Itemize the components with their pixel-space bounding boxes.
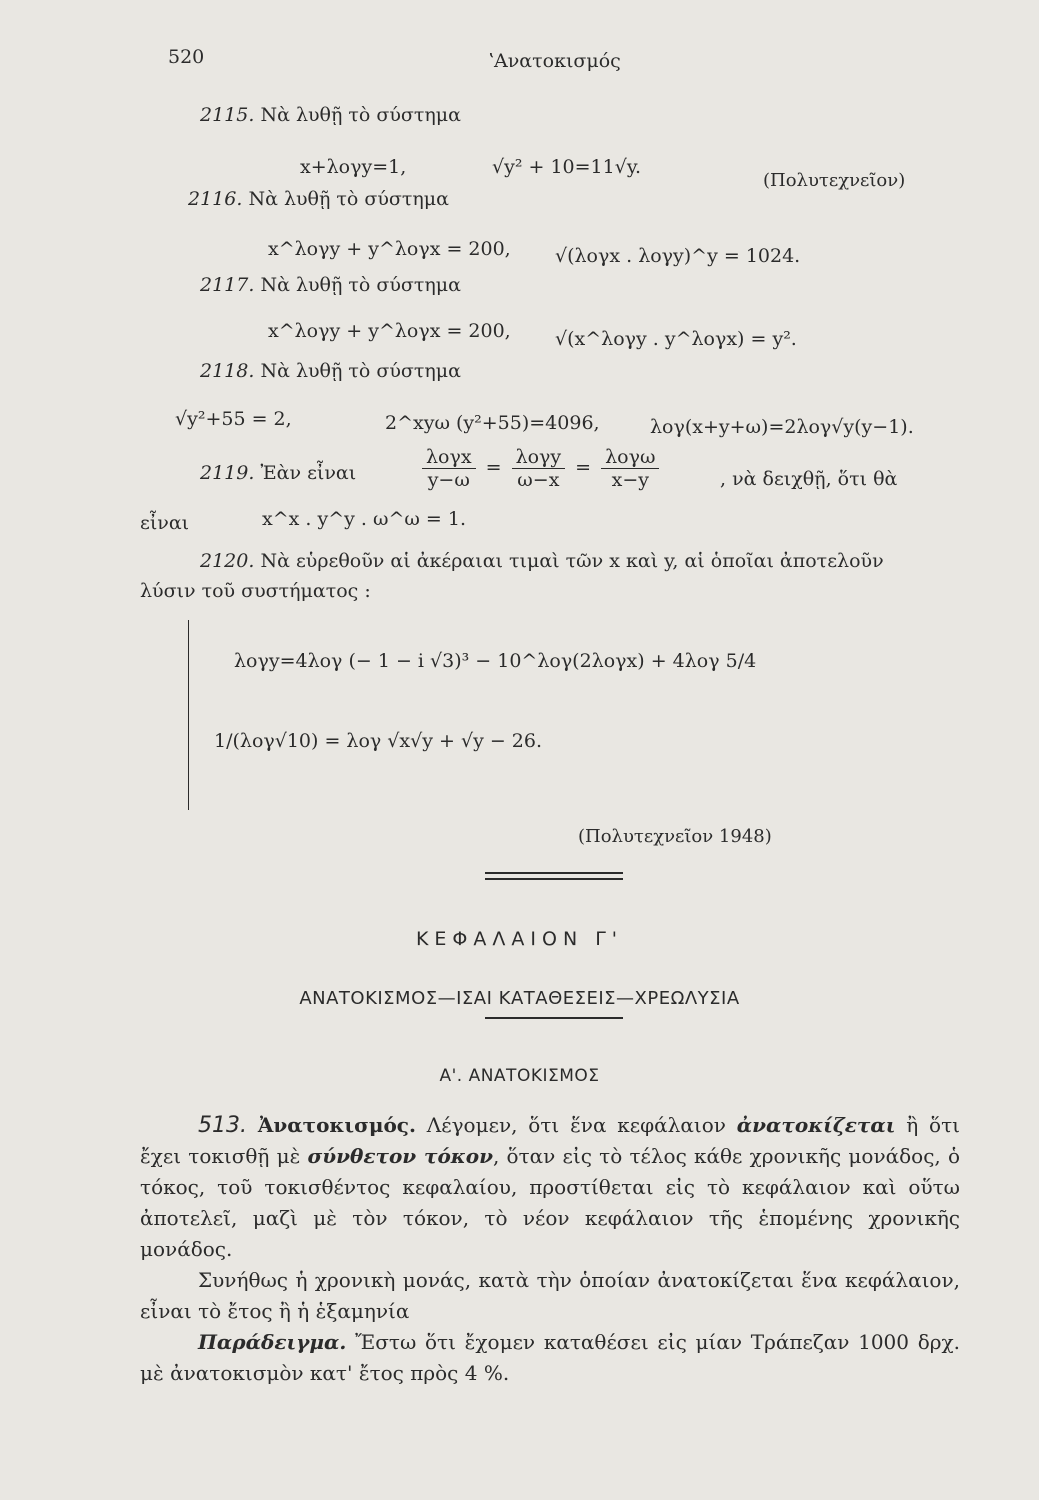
paragraph — [140, 1110, 960, 1265]
paragraph-term: Ἀνατοκισμός. — [257, 1113, 416, 1137]
term-σύνθετον-τόκον: σύνθετον τόκον — [307, 1144, 493, 1168]
term-ανατοκίζεται: ἀνατοκίζεται — [736, 1113, 896, 1137]
equation: √y²+55 = 2, — [175, 408, 292, 430]
problem-text: Νὰ λυθῇ τὸ σύστημα — [260, 274, 461, 296]
equation: √(λογx . λογy)^y = 1024. — [555, 245, 801, 267]
problem-text: Ἐὰν εἶναι — [260, 462, 357, 484]
source-note: (Πολυτεχνεῖον) — [763, 170, 906, 191]
ratio-equation: $\frac{\text{λογx}}{y-\omega}$ = $\frac{\text{λογy}}{\omega-x}$ = $\frac{\text{λογω}}{x-y}$ — [418, 446, 663, 491]
paragraph-text: Λέγομεν, ὅτι ἕνα κεφάλαιον — [415, 1113, 737, 1137]
paragraph-text: Ἔστω ὅτι ἔχομεν καταθέσει εἰς μίαν Τράπεζαν 1000 δρχ. μὲ ἀνατοκισμὸν κατ' ἔτος πρὸς 4 %. — [140, 1330, 960, 1385]
problem-text: Νὰ λυθῇ τὸ σύστημα — [260, 360, 461, 382]
paragraph-text: ἢ ὅτι ἔχει τοκισθῇ μὲ — [140, 1113, 960, 1168]
system-brace — [188, 620, 201, 810]
equation: 1/(λογ√10) = λογ √x√y + √y − 26. — [214, 730, 543, 752]
paragraph-text: , ὅταν εἰς τὸ τέλος κάθε χρονικῆς μονάδος, ὁ τόκος, τοῦ τοκισθέντος κεφαλαίου, προστίθεται εἰς τὸ κεφάλαιον καὶ οὕτω ἀποτελεῖ, μαζὶ μὲ τὸν τόκον, τὸ νέον κεφάλαιον τῆς ἑπομένης χρονικῆς μονάδος. — [140, 1144, 960, 1261]
chapter-subtitle: ΑΝΑΤΟΚΙΣΜΟΣ—ΙΣΑΙ ΚΑΤΑΘΕΣΕΙΣ—ΧΡΕΩΛΥΣΙΑ — [299, 988, 740, 1009]
equation: x^λογy + y^λογx = 200, — [268, 320, 511, 342]
divider — [485, 872, 623, 874]
problem-text: Νὰ λυθῇ τὸ σύστημα — [248, 188, 449, 210]
problem-number: 2116. — [188, 188, 243, 210]
source-note: (Πολυτεχνεῖον 1948) — [578, 826, 772, 847]
equation: λογy=4λογ (− 1 − i √3)³ − 10^λογ(2λογx) + 4λογ 5/4 — [234, 650, 757, 672]
problem-2115-heading — [200, 104, 461, 126]
page-number: 520 — [168, 46, 205, 68]
equation: x+λογy=1, — [300, 156, 407, 178]
example-label: Παράδειγμα. — [198, 1330, 347, 1354]
problem-2120-heading — [200, 550, 884, 572]
problem-text: , νὰ δειχθῇ, ὅτι θὰ — [720, 468, 898, 490]
problem-text: Νὰ λυθῇ τὸ σύστημα — [260, 104, 461, 126]
problem-2119-heading — [200, 462, 356, 484]
problem-number: 2120. — [200, 550, 255, 572]
problem-text: Νὰ εὑρεθοῦν αἱ ἀκέραιαι τιμαὶ τῶν x καὶ y, αἱ ὁποῖαι ἀποτελοῦν — [260, 550, 884, 572]
equation: x^x . y^y . ω^ω = 1. — [262, 508, 467, 530]
problem-number: 2117. — [200, 274, 255, 296]
section-title: Α'. ΑΝΑΤΟΚΙΣΜΟΣ — [439, 1066, 600, 1086]
equation: λογ(x+y+ω)=2λογ√y(y−1). — [650, 416, 914, 438]
divider — [485, 878, 623, 880]
problem-number: 2115. — [200, 104, 255, 126]
problem-text: εἶναι — [140, 512, 190, 534]
paragraph-number: 513. — [198, 1113, 247, 1138]
body-text — [140, 1110, 960, 1389]
problem-number: 2118. — [200, 360, 255, 382]
equation: x^λογy + y^λογx = 200, — [268, 238, 511, 260]
chapter-title: ΚΕΦΑΛΑΙΟΝ Γ' — [415, 928, 624, 950]
problem-text: λύσιν τοῦ συστήματος : — [140, 580, 371, 602]
problem-2117-heading — [200, 274, 461, 296]
running-title: ʽΑνατοκισμός — [488, 50, 621, 72]
divider — [485, 1017, 623, 1019]
problem-number: 2119. — [200, 462, 255, 484]
paragraph — [140, 1327, 960, 1389]
problem-2116-heading — [188, 188, 449, 210]
equation: √y² + 10=11√y. — [492, 156, 642, 178]
equation: √(x^λογy . y^λογx) = y². — [555, 328, 797, 350]
equation: 2^xyω (y²+55)=4096, — [385, 412, 600, 434]
problem-2118-heading — [200, 360, 461, 382]
paragraph: Συνήθως ἡ χρονικὴ μονάς, κατὰ τὴν ὁποίαν ἀνατοκίζεται ἕνα κεφάλαιον, εἶναι τὸ ἔτος ἢ ἡ ἑξαμηνία — [140, 1268, 960, 1323]
